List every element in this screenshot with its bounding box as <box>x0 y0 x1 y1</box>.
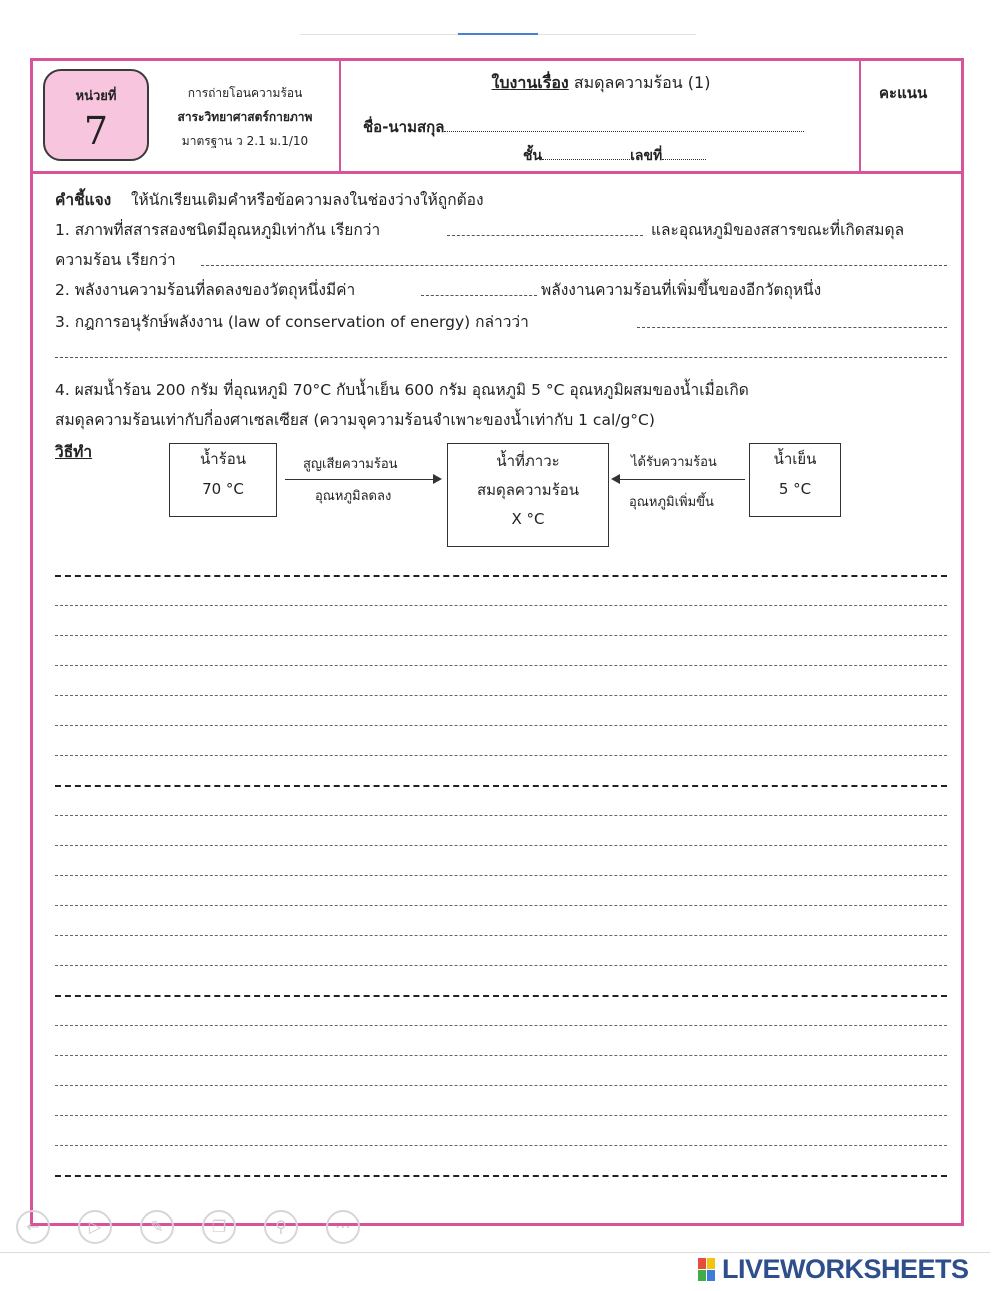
arrow-head-right <box>433 474 442 484</box>
number-field[interactable] <box>662 147 706 160</box>
arrow-from-cold <box>619 479 745 480</box>
answer-line[interactable] <box>55 815 947 816</box>
name-row <box>363 115 804 139</box>
answer-line[interactable] <box>55 1175 947 1177</box>
name-field[interactable] <box>444 117 804 132</box>
q2-text-a: 2. พลังงานความร้อนที่ลดลงของวัตถุหนึ่งมีค่า <box>55 281 356 299</box>
answer-line[interactable] <box>55 575 947 577</box>
subject-line: สาระวิทยาศาสตร์กายภาพ <box>177 110 313 124</box>
answer-line[interactable] <box>55 785 947 787</box>
equilibrium-line1: น้ำที่ภาวะ <box>496 452 560 470</box>
answer-line[interactable] <box>55 755 947 756</box>
pencil-icon[interactable]: ✎ <box>140 1210 174 1244</box>
worksheet-frame <box>30 58 964 1226</box>
subject-line: การถ่ายโอนความร้อน <box>187 86 303 100</box>
cold-water-temp: 5 °C <box>778 480 812 498</box>
pages-icon[interactable]: ❐ <box>202 1210 236 1244</box>
brand-mark-icon <box>698 1258 716 1282</box>
worksheet-title <box>341 71 861 96</box>
hot-water-temp: 70 °C <box>202 480 244 498</box>
more-icon[interactable]: ⋯ <box>326 1210 360 1244</box>
viewer-toolbar <box>16 1206 376 1250</box>
heat-loss-label: สูญเสียความร้อน <box>303 457 398 472</box>
zoom-icon[interactable]: ⚲ <box>264 1210 298 1244</box>
q4-text-b: สมดุลความร้อนเท่ากับกี่องศาเซลเซียส (ความจุความร้อนจำเพาะของน้ำเท่ากับ 1 cal/g°C) <box>55 411 655 429</box>
q3-text: 3. กฎการอนุรักษ์พลังงาน (law of conservation of energy) กล่าวว่า <box>55 313 529 331</box>
answer-line[interactable] <box>55 1025 947 1026</box>
answer-line[interactable] <box>55 905 947 906</box>
instructions-label: คำชี้แจง <box>55 191 112 209</box>
equilibrium-temp: X °C <box>511 510 545 528</box>
equilibrium-line2: สมดุลความร้อน <box>476 481 580 499</box>
brand-text: LIVEWORKSHEETS <box>722 1254 969 1284</box>
name-label: ชื่อ-นามสกุล <box>363 118 445 136</box>
temp-drop-label: อุณหภูมิลดลง <box>315 489 392 504</box>
q1-blank-1[interactable] <box>447 235 643 236</box>
worksheet-header <box>33 61 961 174</box>
footer-divider <box>0 1252 990 1253</box>
answer-line[interactable] <box>55 1055 947 1056</box>
subject-line: มาตรฐาน ว 2.1 ม.1/10 <box>181 134 309 148</box>
answer-line[interactable] <box>55 1115 947 1116</box>
q3-blank-2[interactable] <box>55 357 947 358</box>
temp-rise-label: อุณหภูมิเพิ่มขึ้น <box>629 495 714 510</box>
play-icon[interactable]: ▷ <box>78 1210 112 1244</box>
q3-blank-1[interactable] <box>637 327 947 328</box>
answer-line[interactable] <box>55 875 947 876</box>
q1-text-a: 1. สภาพที่สสารสองชนิดมีอุณหภูมิเท่ากัน เรียกว่า <box>55 221 381 239</box>
answer-line[interactable] <box>55 635 947 636</box>
arrow-to-equilibrium <box>285 479 435 480</box>
unit-number: 7 <box>83 109 109 153</box>
class-label: ชั้น <box>523 148 543 164</box>
answer-line[interactable] <box>55 845 947 846</box>
answer-line[interactable] <box>55 935 947 936</box>
cold-water-box <box>749 443 841 517</box>
answer-line[interactable] <box>55 665 947 666</box>
hot-water-box <box>169 443 277 517</box>
worksheet-label: ใบงานเรื่อง <box>491 73 569 92</box>
answer-line[interactable] <box>55 965 947 966</box>
unit-label: หน่วยที่ <box>75 89 117 104</box>
q2-text-b: พลังงานความร้อนที่เพิ่มขึ้นของอีกวัตถุหนึ่ง <box>541 281 822 299</box>
q1-blank-2[interactable] <box>201 265 947 266</box>
instructions-text: ให้นักเรียนเติมคำหรือข้อความลงในช่องว่างให้ถูกต้อง <box>130 191 484 209</box>
unit-badge <box>43 69 149 161</box>
class-field[interactable] <box>542 147 630 160</box>
answer-line[interactable] <box>55 725 947 726</box>
answer-line[interactable] <box>55 695 947 696</box>
answer-line[interactable] <box>55 995 947 997</box>
hot-water-title: น้ำร้อน <box>200 450 246 468</box>
answer-line[interactable] <box>55 1085 947 1086</box>
q2-blank[interactable] <box>421 295 537 296</box>
answer-line[interactable] <box>55 1145 947 1146</box>
top-accent <box>458 33 538 35</box>
q1-text-b: และอุณหภูมิของสสารขณะที่เกิดสมดุล <box>651 221 905 239</box>
number-label: เลขที่ <box>630 148 663 164</box>
instructions <box>55 187 484 212</box>
back-icon[interactable]: ← <box>16 1210 50 1244</box>
cold-water-title: น้ำเย็น <box>773 450 817 468</box>
brand-logo[interactable] <box>698 1254 988 1288</box>
class-row <box>523 145 706 167</box>
arrow-head-left <box>611 474 620 484</box>
subject-info <box>155 81 335 153</box>
method-label: วิธีทำ <box>55 443 93 461</box>
worksheet-topic: สมดุลความร้อน (1) <box>573 73 711 92</box>
q1-text-c: ความร้อน เรียกว่า <box>55 251 176 269</box>
q4-text-a: 4. ผสมน้ำร้อน 200 กรัม ที่อุณหภูมิ 70°C กับน้ำเย็น 600 กรัม อุณหภูมิ 5 °C อุณหภูมิผสมของน้ำเมื่อเกิด <box>55 381 749 399</box>
equilibrium-box <box>447 443 609 547</box>
score-label: คะแนน <box>879 84 928 102</box>
answer-line[interactable] <box>55 605 947 606</box>
heat-gain-label: ได้รับความร้อน <box>631 455 717 470</box>
